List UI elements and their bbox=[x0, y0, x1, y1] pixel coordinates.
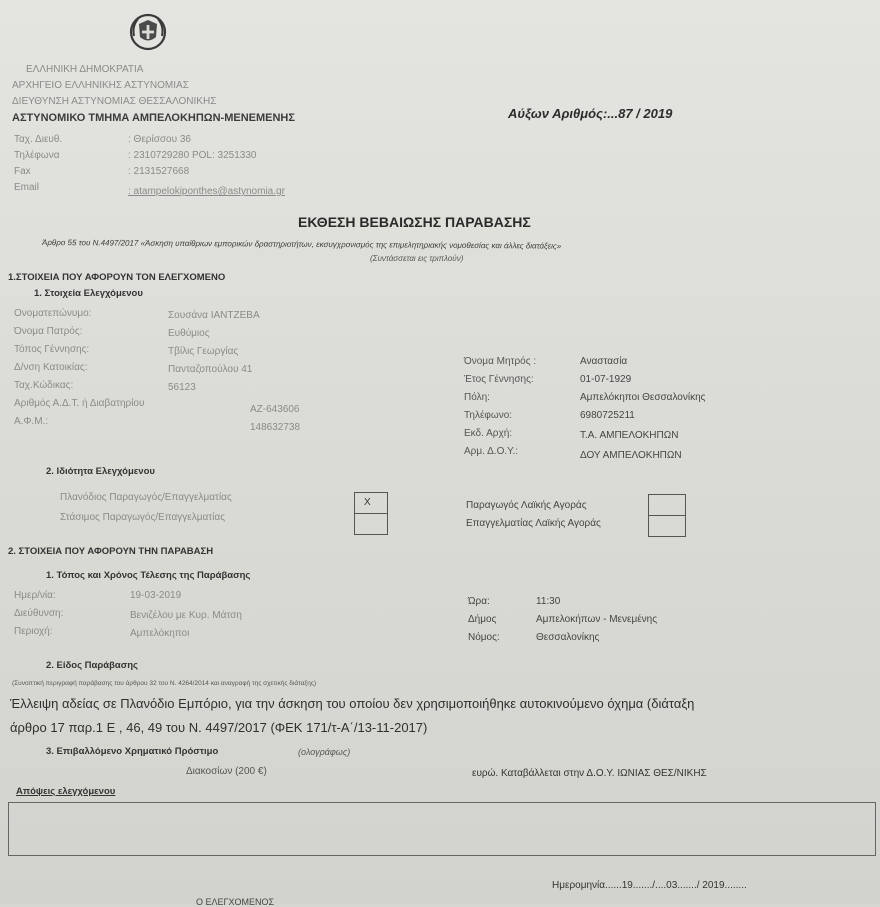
section2-title: 2. ΣΤΟΙΧΕΙΑ ΠΟΥ ΑΦΟΡΟΥΝ ΤΗΝ ΠΑΡΑΒΑΣΗ bbox=[8, 546, 214, 557]
capacity-stationary: Στάσιμος Παραγωγός/Επαγγελματίας bbox=[60, 512, 226, 523]
section2-sub1: 1. Τόπος και Χρόνος Τέλεσης της Παράβασης bbox=[46, 570, 251, 581]
footer-controlled-person: Ο ΕΛΕΓΧΟΜΕΝΟΣ bbox=[196, 897, 275, 907]
document-note: (Συντάσσεται εις τριπλούν) bbox=[370, 254, 464, 263]
s1-label-id: Αριθμός Α.Δ.Τ. ή Διαβατηρίου bbox=[14, 398, 145, 409]
opinions-label: Απόψεις ελεγχόμενου bbox=[16, 786, 116, 797]
s1-label-mother: Όνομα Μητρός : bbox=[464, 356, 537, 367]
s1-value-city: Αμπελόκηποι Θεσσαλονίκης bbox=[580, 392, 706, 403]
section1-sub1: 1. Στοιχεία Ελεγχόμενου bbox=[34, 288, 143, 299]
capacity-market-producer: Παραγωγός Λαϊκής Αγοράς bbox=[466, 500, 587, 511]
section2-sub2: 2. Είδος Παράβασης bbox=[46, 660, 138, 671]
s2-label-address: Διεύθυνση: bbox=[14, 608, 64, 619]
contact-value-email: : atampelokiponthes@astynomia.gr bbox=[128, 186, 285, 197]
s1-label-address: Δ/νση Κατοικίας: bbox=[14, 362, 88, 373]
org-line-4: ΑΣΤΥΝΟΜΙΚΟ ΤΜΗΜΑ ΑΜΠΕΛΟΚΗΠΩΝ-ΜΕΝΕΜΕΝΗΣ bbox=[12, 112, 295, 124]
section2-sub3-note: (ολογράφως) bbox=[298, 747, 351, 757]
s2-label-time: Ώρα: bbox=[468, 596, 490, 607]
section2-sub3: 3. Επιβαλλόμενο Χρηματικό Πρόστιμο bbox=[46, 746, 219, 757]
section1-sub2: 2. Ιδιότητα Ελεγχόμενου bbox=[46, 466, 155, 477]
s1-value-issuer: Τ.Α. ΑΜΠΕΛΟΚΗΠΩΝ bbox=[580, 430, 679, 441]
s1-value-birthyear: 01-07-1929 bbox=[580, 374, 632, 385]
checkbox-market-producer[interactable] bbox=[648, 494, 686, 516]
section2-sub2-note: (Συνοπτική περιγραφή παράβασης του άρθρου 32 του Ν. 4264/2014 και αναγραφή της σχετικής διάταξης) bbox=[12, 680, 317, 687]
contact-value-fax: : 2131527668 bbox=[128, 166, 190, 177]
violation-text-line2: άρθρο 17 παρ.1 Ε , 46, 49 του Ν. 4497/2017 (ΦΕΚ 171/τ-Α΄/13-11-2017) bbox=[10, 720, 428, 735]
contact-label-email: Email bbox=[14, 182, 40, 193]
s2-value-area: Αμπελόκηποι bbox=[130, 628, 190, 639]
s1-value-zip: 56123 bbox=[168, 382, 196, 393]
s2-label-prefecture: Νόμος: bbox=[468, 632, 500, 643]
section1-title: 1.ΣΤΟΙΧΕΙΑ ΠΟΥ ΑΦΟΡΟΥΝ ΤΟΝ ΕΛΕΓΧΟΜΕΝΟ bbox=[8, 272, 226, 283]
contact-value-phone: : 2310729280 POL: 3251330 bbox=[128, 150, 257, 161]
s1-value-phone: 6980725211 bbox=[580, 410, 635, 421]
s1-label-city: Πόλη: bbox=[464, 392, 490, 403]
org-line-2: ΑΡΧΗΓΕΙΟ ΕΛΛΗΝΙΚΗΣ ΑΣΤΥΝΟΜΙΑΣ bbox=[12, 80, 189, 91]
serial-number: Αύξων Αριθμός:...87 / 2019 bbox=[508, 106, 673, 121]
s1-value-tax-office: ΔΟΥ ΑΜΠΕΛΟΚΗΠΩΝ bbox=[580, 450, 682, 461]
date-line: Ημερομηνία......19......./....03......./ 2019........ bbox=[552, 880, 747, 891]
s1-label-name: Ονοματεπώνυμο: bbox=[14, 308, 92, 319]
document-title: ΕΚΘΕΣΗ ΒΕΒΑΙΩΣΗΣ ΠΑΡΑΒΑΣΗΣ bbox=[298, 214, 531, 230]
s1-value-name: Σουσάνα ΙΑΝΤΖΕΒΑ bbox=[168, 310, 260, 321]
checkbox-stationary[interactable] bbox=[354, 513, 388, 535]
document-subtitle: Άρθρο 55 του Ν.4497/2017 «Άσκηση υπαίθριων εμπορικών δραστηριοτήτων, εκσυγχρονισμός της επιμελητηριακής νομοθεσίας και άλλες διατάξεις» bbox=[41, 238, 562, 251]
s1-label-birthplace: Τόπος Γέννησης: bbox=[14, 344, 90, 355]
org-line-3: ΔΙΕΥΘΥΝΣΗ ΑΣΤΥΝΟΜΙΑΣ ΘΕΣΣΑΛΟΝΙΚΗΣ bbox=[12, 96, 217, 107]
s2-value-address: Βενιζέλου με Κυρ. Μάτση bbox=[130, 610, 242, 621]
s1-label-father: Όνομα Πατρός: bbox=[14, 326, 83, 337]
org-line-1: ΕΛΛΗΝΙΚΗ ΔΗΜΟΚΡΑΤΙΑ bbox=[26, 64, 144, 75]
s1-value-mother: Αναστασία bbox=[580, 356, 628, 367]
contact-label-fax: Fax bbox=[14, 166, 31, 177]
s1-value-id: ΑΖ-643606 bbox=[250, 404, 300, 415]
s1-label-phone: Τηλέφωνο: bbox=[464, 410, 513, 421]
s1-value-address: Πανταζοπούλου 41 bbox=[168, 364, 253, 375]
s2-label-date: Ημερ/νία: bbox=[14, 590, 56, 601]
violation-text-line1: Έλλειψη αδείας σε Πλανόδιο Εμπόριο, για την άσκηση του οποίου δεν χρησιμοποιήθηκε αυτοκινούμενο όχημα (διάταξη bbox=[10, 696, 695, 711]
contact-label-address: Ταχ. Διευθ. bbox=[14, 134, 63, 145]
s1-value-father: Ευθύμιος bbox=[168, 328, 210, 339]
s1-value-afm: 148632738 bbox=[250, 422, 301, 433]
s1-label-birthyear: Έτος Γέννησης: bbox=[464, 374, 534, 385]
s1-label-issuer: Εκδ. Αρχή: bbox=[464, 428, 513, 439]
s2-label-area: Περιοχή: bbox=[14, 626, 53, 637]
check-mark: X bbox=[364, 497, 371, 508]
checkbox-itinerant[interactable] bbox=[354, 492, 388, 514]
capacity-itinerant: Πλανόδιος Παραγωγός/Επαγγελματίας bbox=[60, 492, 232, 503]
s2-value-prefecture: Θεσσαλονίκης bbox=[536, 632, 600, 643]
s1-label-tax-office: Αρμ. Δ.Ο.Υ.: bbox=[464, 446, 519, 457]
capacity-market-professional: Επαγγελματίας Λαϊκής Αγοράς bbox=[466, 518, 601, 529]
s2-value-municipality: Αμπελοκήπων - Μενεμένης bbox=[536, 614, 658, 625]
fine-amount: Διακοσίων (200 €) bbox=[186, 766, 267, 777]
fine-payment: ευρώ. Καταβάλλεται στην Δ.Ο.Υ. ΙΩΝΙΑΣ ΘΕΣ/ΝΙΚΗΣ bbox=[472, 768, 707, 779]
checkbox-market-professional[interactable] bbox=[648, 515, 686, 537]
s1-label-afm: Α.Φ.Μ.: bbox=[14, 416, 49, 427]
s1-value-birthplace: Τβίλις Γεωργίας bbox=[168, 346, 239, 357]
contact-label-phone: Τηλέφωνα bbox=[14, 150, 60, 161]
s2-label-municipality: Δήμος bbox=[468, 614, 497, 625]
s2-value-time: 11:30 bbox=[536, 596, 561, 607]
s1-label-zip: Ταχ.Κώδικας: bbox=[14, 380, 74, 391]
contact-value-address: : Θερίσσου 36 bbox=[128, 134, 191, 145]
opinions-box[interactable] bbox=[8, 802, 876, 856]
s2-value-date: 19-03-2019 bbox=[130, 590, 182, 601]
coat-of-arms-seal bbox=[128, 10, 168, 54]
